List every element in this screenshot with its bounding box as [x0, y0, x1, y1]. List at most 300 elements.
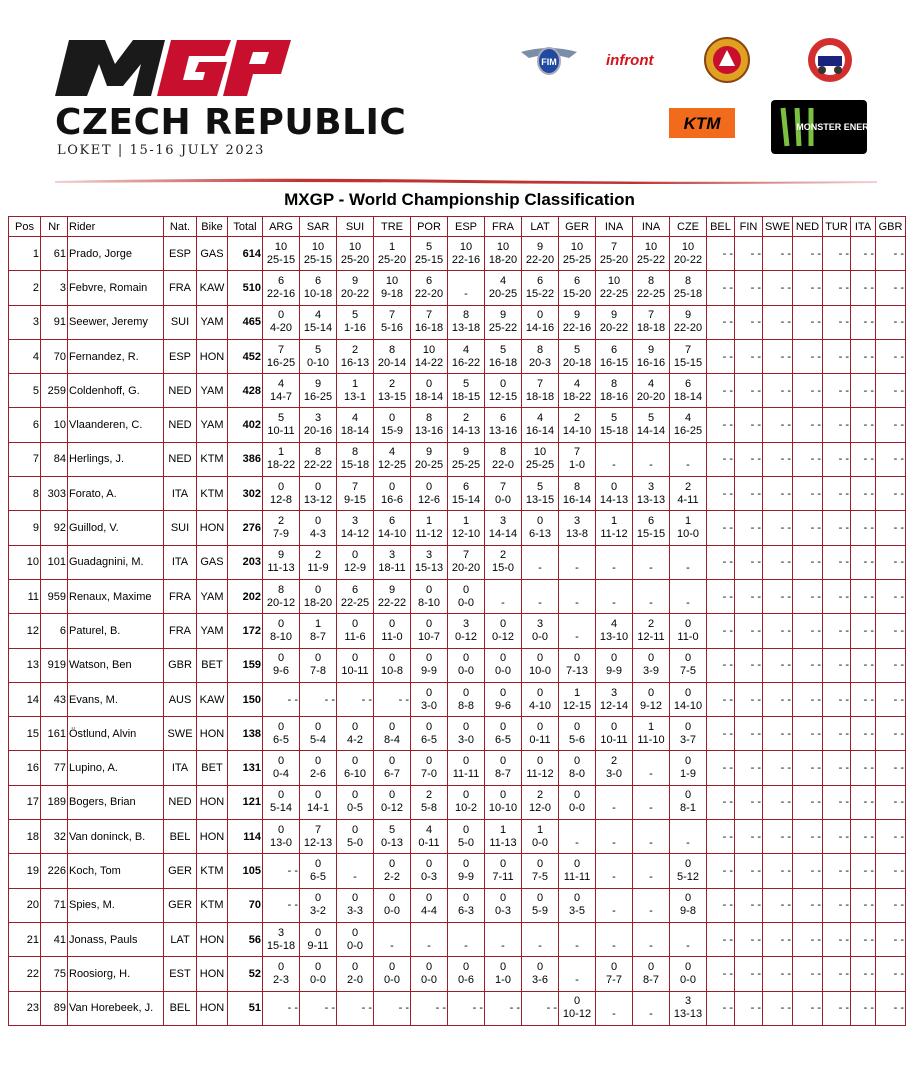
round-bonus-points: 0 — [684, 652, 692, 665]
round-race-results: 3-0 — [606, 768, 622, 781]
rider-position: 11 — [9, 579, 41, 613]
round-result-cell — [448, 339, 485, 373]
round-bonus-points: 2 — [499, 549, 507, 562]
round-race-results: 15-20 — [562, 287, 592, 300]
round-result-cell — [596, 854, 633, 888]
round-race-results: 0-10 — [306, 356, 330, 369]
round-result-cell — [448, 579, 485, 613]
round-bonus-points: 0 — [425, 377, 433, 390]
round-result-cell — [263, 922, 300, 956]
round-race-results: - — [649, 939, 653, 952]
round-bonus-points: 0 — [462, 720, 470, 733]
table-row — [9, 682, 906, 716]
round-bonus-points: 7 — [277, 343, 285, 356]
round-race-results: 13-13 — [673, 1008, 703, 1021]
round-result-cell — [633, 785, 670, 819]
round-empty-cell: - - — [793, 854, 823, 888]
rider-name: Paturel, B. — [68, 614, 164, 648]
round-race-results: 3-9 — [643, 665, 659, 678]
round-result-cell — [300, 442, 337, 476]
col-header-round: SWE — [763, 217, 793, 237]
round-result-cell — [411, 408, 448, 442]
round-result-cell — [374, 545, 411, 579]
round-race-results: 14-16 — [525, 322, 555, 335]
rider-bike: BET — [197, 648, 228, 682]
round-bonus-points: 0 — [462, 857, 470, 870]
round-race-results: - — [649, 562, 653, 575]
rider-nationality: GBR — [164, 648, 197, 682]
round-result-cell — [485, 820, 522, 854]
round-bonus-points: 5 — [351, 309, 359, 322]
col-header-round: INA — [633, 217, 670, 237]
round-result-cell — [670, 922, 707, 956]
round-result-cell — [300, 477, 337, 511]
round-empty-cell: - - — [735, 237, 763, 271]
rider-name: Spies, M. — [68, 888, 164, 922]
round-bonus-points: 2 — [314, 549, 322, 562]
round-result-cell — [596, 374, 633, 408]
round-result-cell: - - — [263, 888, 300, 922]
round-empty-cell: - - — [763, 374, 793, 408]
round-empty-cell: - - — [851, 442, 876, 476]
round-empty-cell: - - — [763, 339, 793, 373]
round-bonus-points: 0 — [462, 686, 470, 699]
round-race-results: - — [575, 836, 579, 849]
round-race-results: 3-2 — [310, 905, 326, 918]
round-empty-cell: - - — [793, 477, 823, 511]
round-result-cell: - - — [374, 682, 411, 716]
round-bonus-points: 0 — [462, 789, 470, 802]
round-result-cell — [522, 717, 559, 751]
round-race-results: 5-0 — [458, 836, 474, 849]
round-race-results: 8-7 — [310, 630, 326, 643]
round-empty-cell: - - — [735, 511, 763, 545]
round-bonus-points — [597, 789, 631, 802]
round-bonus-points: 7 — [314, 823, 322, 836]
round-empty-cell: - - — [851, 374, 876, 408]
round-race-results: 0-0 — [532, 630, 548, 643]
round-result-cell — [559, 648, 596, 682]
round-bonus-points: 10 — [274, 240, 288, 253]
round-result-cell — [485, 545, 522, 579]
round-bonus-points: 9 — [425, 446, 433, 459]
round-race-results: 14-12 — [340, 528, 370, 541]
round-bonus-points — [597, 446, 631, 459]
round-bonus-points: 0 — [314, 755, 322, 768]
round-bonus-points: 0 — [536, 515, 544, 528]
round-result-cell — [670, 511, 707, 545]
round-result-cell — [411, 854, 448, 888]
round-empty-cell: - - — [823, 614, 851, 648]
round-result-cell — [596, 545, 633, 579]
round-result-cell — [522, 408, 559, 442]
round-race-results: - — [464, 939, 468, 952]
round-result-cell — [596, 408, 633, 442]
round-bonus-points: 0 — [610, 720, 618, 733]
round-result-cell — [374, 648, 411, 682]
round-result-cell — [596, 511, 633, 545]
round-empty-cell: - - — [851, 957, 876, 991]
round-empty-cell: - - — [823, 785, 851, 819]
round-bonus-points: 0 — [647, 686, 655, 699]
round-bonus-points: 0 — [425, 720, 433, 733]
round-bonus-points: 0 — [684, 755, 692, 768]
round-race-results: 18-14 — [414, 390, 444, 403]
round-race-results: 0-11 — [418, 836, 440, 849]
rider-name: Lupino, A. — [68, 751, 164, 785]
round-bonus-points: 1 — [499, 823, 507, 836]
round-bonus-points: 5 — [573, 343, 581, 356]
round-race-results: 11-12 — [600, 528, 628, 541]
round-bonus-points: 4 — [647, 377, 655, 390]
round-bonus-points: 0 — [462, 755, 470, 768]
round-race-results: 25-15 — [303, 253, 333, 266]
round-bonus-points: 6 — [462, 480, 470, 493]
round-empty-cell: - - — [851, 888, 876, 922]
round-bonus-points: 0 — [462, 652, 470, 665]
table-row — [9, 957, 906, 991]
round-race-results: 7-0 — [421, 768, 437, 781]
col-header-round: CZE — [670, 217, 707, 237]
round-result-cell — [633, 477, 670, 511]
round-bonus-points: 0 — [277, 617, 285, 630]
rider-bike: HON — [197, 785, 228, 819]
rider-number: 919 — [41, 648, 68, 682]
round-empty-cell: - - — [793, 751, 823, 785]
round-bonus-points: 0 — [351, 652, 359, 665]
round-result-cell: - - — [374, 991, 411, 1025]
round-bonus-points: 6 — [536, 274, 544, 287]
col-header-round: SAR — [300, 217, 337, 237]
col-header-round: BEL — [707, 217, 735, 237]
event-title: CZECH REPUBLIC — [55, 102, 407, 143]
round-bonus-points: 0 — [499, 755, 507, 768]
round-race-results: 16-18 — [488, 356, 518, 369]
round-result-cell — [485, 442, 522, 476]
round-race-results: - — [649, 905, 653, 918]
round-bonus-points: 0 — [351, 720, 359, 733]
round-empty-cell: - - — [735, 957, 763, 991]
round-race-results: 0-0 — [384, 973, 400, 986]
col-header-round: LAT — [522, 217, 559, 237]
round-result-cell — [485, 854, 522, 888]
round-bonus-points: 5 — [610, 412, 618, 425]
round-race-results: 16-18 — [414, 322, 444, 335]
round-race-results: 22-16 — [266, 287, 296, 300]
round-race-results: 20-25 — [414, 459, 444, 472]
col-header-round: FRA — [485, 217, 522, 237]
round-race-results: 20-3 — [528, 356, 552, 369]
round-result-cell — [337, 614, 374, 648]
round-empty-cell: - - — [823, 648, 851, 682]
round-bonus-points — [523, 549, 557, 562]
round-race-results: 22-0 — [491, 459, 515, 472]
round-race-results: 8-8 — [458, 699, 474, 712]
round-bonus-points: 9 — [684, 309, 692, 322]
col-header-round: GBR — [876, 217, 906, 237]
round-race-results: - — [575, 939, 579, 952]
round-bonus-points: 5 — [499, 343, 507, 356]
round-race-results: 15-14 — [303, 322, 333, 335]
round-empty-cell: - - — [851, 579, 876, 613]
round-race-results: - — [649, 802, 653, 815]
round-race-results: 13-15 — [525, 493, 555, 506]
round-bonus-points: 4 — [573, 377, 581, 390]
round-result-cell — [337, 305, 374, 339]
round-result-cell — [411, 648, 448, 682]
round-race-results: 20-22 — [340, 287, 370, 300]
round-bonus-points: 3 — [425, 549, 433, 562]
table-body — [9, 237, 906, 1026]
round-empty-cell: - - — [793, 785, 823, 819]
round-empty-cell: - - — [735, 614, 763, 648]
round-bonus-points — [375, 927, 409, 940]
round-empty-cell: - - — [707, 648, 735, 682]
round-bonus-points: 7 — [610, 240, 618, 253]
round-empty-cell: - - — [851, 682, 876, 716]
round-race-results: 10-10 — [488, 802, 518, 815]
rider-bike: YAM — [197, 305, 228, 339]
round-empty-cell: - - — [735, 339, 763, 373]
round-result-cell — [633, 717, 670, 751]
round-bonus-points: 0 — [425, 892, 433, 905]
svg-text:infront: infront — [606, 52, 654, 69]
round-bonus-points: 0 — [425, 617, 433, 630]
rider-name: Bogers, Brian — [68, 785, 164, 819]
round-race-results: 2-6 — [310, 768, 326, 781]
col-header-round: TRE — [374, 217, 411, 237]
round-race-results: 20-25 — [488, 287, 518, 300]
round-result-cell — [448, 271, 485, 305]
round-race-results: 3-7 — [680, 733, 696, 746]
round-bonus-points: 5 — [425, 240, 433, 253]
table-row — [9, 648, 906, 682]
round-result-cell — [263, 237, 300, 271]
round-race-results: 9-9 — [458, 870, 474, 883]
round-bonus-points: 0 — [314, 857, 322, 870]
col-header-round: FIN — [735, 217, 763, 237]
round-result-cell — [633, 305, 670, 339]
round-race-results: 8-7 — [495, 768, 511, 781]
round-bonus-points: 0 — [351, 926, 359, 939]
round-empty-cell: - - — [876, 648, 906, 682]
round-bonus-points: 0 — [351, 617, 359, 630]
round-race-results: 16-25 — [303, 390, 333, 403]
round-race-results: 18-14 — [673, 390, 703, 403]
round-empty-cell: - - — [793, 957, 823, 991]
round-race-results: 18-22 — [562, 390, 592, 403]
round-result-cell — [374, 339, 411, 373]
rider-bike: HON — [197, 820, 228, 854]
round-race-results: 13-15 — [377, 390, 407, 403]
rider-nationality: ITA — [164, 545, 197, 579]
round-result-cell: - - — [337, 991, 374, 1025]
round-bonus-points: 0 — [388, 617, 396, 630]
round-empty-cell: - - — [876, 957, 906, 991]
rider-nationality: NED — [164, 785, 197, 819]
round-race-results: 16-15 — [599, 356, 629, 369]
round-empty-cell: - - — [876, 854, 906, 888]
round-bonus-points: 0 — [647, 960, 655, 973]
round-empty-cell: - - — [851, 922, 876, 956]
rider-bike: HON — [197, 991, 228, 1025]
round-race-results: - — [686, 939, 690, 952]
round-race-results: 16-13 — [340, 356, 370, 369]
rider-bike: KTM — [197, 888, 228, 922]
round-result-cell: - - — [263, 991, 300, 1025]
round-result-cell — [522, 545, 559, 579]
round-race-results: 11-13 — [489, 836, 517, 849]
rider-nationality: LAT — [164, 922, 197, 956]
round-race-results: 14-22 — [414, 356, 444, 369]
round-empty-cell: - - — [851, 751, 876, 785]
round-race-results: 14-1 — [306, 802, 330, 815]
round-race-results: 18-15 — [451, 390, 481, 403]
round-result-cell — [300, 305, 337, 339]
round-empty-cell: - - — [793, 991, 823, 1025]
table-row — [9, 305, 906, 339]
round-race-results: 11-13 — [267, 562, 295, 575]
round-race-results: 0-13 — [380, 836, 404, 849]
round-result-cell — [300, 579, 337, 613]
round-bonus-points: 5 — [536, 480, 544, 493]
round-empty-cell: - - — [735, 854, 763, 888]
round-race-results: 0-0 — [532, 836, 548, 849]
round-bonus-points — [671, 446, 705, 459]
round-bonus-points: 2 — [425, 789, 433, 802]
round-empty-cell: - - — [707, 922, 735, 956]
ktm-logo — [669, 108, 735, 138]
round-result-cell — [559, 545, 596, 579]
round-race-results: 6-5 — [495, 733, 511, 746]
round-race-results: 13-16 — [414, 425, 444, 438]
col-header-pos: Pos — [9, 217, 41, 237]
round-empty-cell: - - — [851, 511, 876, 545]
round-race-results: 7-5 — [680, 665, 696, 678]
round-result-cell — [485, 374, 522, 408]
round-bonus-points: 3 — [314, 412, 322, 425]
round-bonus-points: 0 — [647, 652, 655, 665]
round-bonus-points: 0 — [351, 960, 359, 973]
round-bonus-points: 0 — [684, 617, 692, 630]
round-result-cell — [522, 648, 559, 682]
round-race-results: 25-22 — [636, 253, 666, 266]
round-empty-cell: - - — [763, 579, 793, 613]
round-bonus-points — [634, 995, 668, 1008]
round-bonus-points: 0 — [277, 755, 285, 768]
round-bonus-points: 6 — [647, 515, 655, 528]
rider-number: 71 — [41, 888, 68, 922]
round-bonus-points: 0 — [573, 789, 581, 802]
round-result-cell — [522, 339, 559, 373]
rider-total-points: 138 — [228, 717, 263, 751]
round-race-results: 0-12 — [380, 802, 404, 815]
round-empty-cell: - - — [851, 271, 876, 305]
round-empty-cell: - - — [763, 991, 793, 1025]
round-race-results: 0-4 — [273, 768, 289, 781]
rider-position: 20 — [9, 888, 41, 922]
round-result-cell — [670, 957, 707, 991]
round-race-results: 14-10 — [673, 699, 703, 712]
rider-name: Guadagnini, M. — [68, 545, 164, 579]
round-race-results: - — [649, 836, 653, 849]
round-result-cell — [374, 271, 411, 305]
round-race-results: 7-9 — [273, 528, 289, 541]
round-bonus-points: 1 — [388, 240, 396, 253]
round-race-results: 14-10 — [377, 528, 407, 541]
round-bonus-points: 4 — [277, 377, 285, 390]
round-bonus-points: 3 — [388, 549, 396, 562]
round-result-cell — [596, 717, 633, 751]
round-bonus-points: 2 — [351, 343, 359, 356]
round-empty-cell: - - — [851, 820, 876, 854]
col-header-total: Total — [228, 217, 263, 237]
round-empty-cell: - - — [707, 717, 735, 751]
rider-bike: HON — [197, 339, 228, 373]
rider-bike: KTM — [197, 442, 228, 476]
round-result-cell — [263, 477, 300, 511]
table-row — [9, 408, 906, 442]
round-result-cell — [522, 511, 559, 545]
round-result-cell — [633, 339, 670, 373]
round-race-results: - — [612, 905, 616, 918]
rider-name: Van doninck, B. — [68, 820, 164, 854]
round-result-cell — [337, 545, 374, 579]
round-race-results: 18-20 — [303, 596, 333, 609]
round-result-cell — [337, 477, 374, 511]
col-header-round: GER — [559, 217, 596, 237]
round-bonus-points — [560, 824, 594, 837]
round-result-cell — [411, 545, 448, 579]
round-race-results: 16-16 — [636, 356, 666, 369]
round-race-results: - — [575, 562, 579, 575]
round-result-cell — [670, 271, 707, 305]
round-empty-cell: - - — [851, 237, 876, 271]
round-race-results: 0-0 — [495, 665, 511, 678]
table-row — [9, 854, 906, 888]
round-bonus-points: 8 — [388, 343, 396, 356]
round-race-results: - — [501, 596, 505, 609]
round-empty-cell: - - — [876, 785, 906, 819]
round-result-cell — [559, 511, 596, 545]
round-result-cell — [411, 579, 448, 613]
round-race-results: 14-10 — [562, 425, 592, 438]
event-subtitle: LOKET | 15-16 JULY 2023 — [57, 143, 265, 158]
round-bonus-points — [671, 927, 705, 940]
round-result-cell — [300, 648, 337, 682]
round-empty-cell: - - — [707, 991, 735, 1025]
round-bonus-points: 8 — [277, 583, 285, 596]
round-race-results: 11-12 — [526, 768, 554, 781]
round-result-cell: - - — [263, 682, 300, 716]
round-race-results: 10-7 — [417, 630, 441, 643]
rider-bike: YAM — [197, 374, 228, 408]
round-result-cell — [411, 305, 448, 339]
round-empty-cell: - - — [876, 442, 906, 476]
motorcycle-club-badge-icon — [806, 34, 854, 86]
rider-nationality: AUS — [164, 682, 197, 716]
round-result-cell — [559, 237, 596, 271]
round-result-cell — [485, 922, 522, 956]
round-bonus-points: 1 — [314, 617, 322, 630]
rider-nationality: NED — [164, 374, 197, 408]
round-result-cell — [522, 957, 559, 991]
round-result-cell: - - — [337, 682, 374, 716]
round-result-cell — [263, 408, 300, 442]
round-race-results: 9-11 — [307, 939, 329, 952]
round-race-results: 10-11 — [267, 425, 295, 438]
round-race-results: 22-20 — [525, 253, 555, 266]
